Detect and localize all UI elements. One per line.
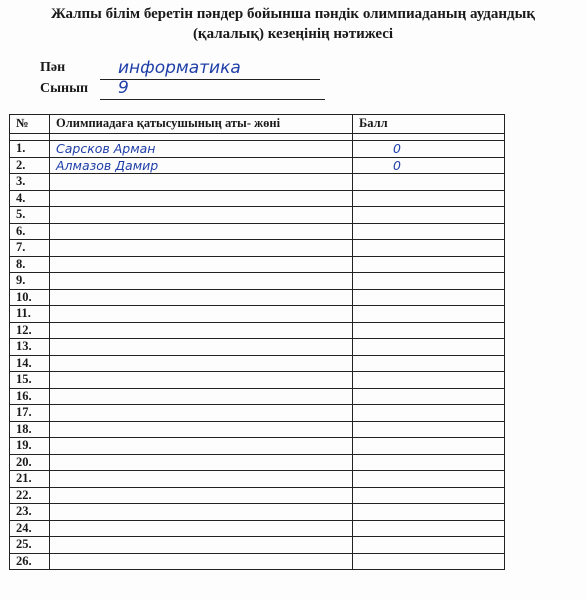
row-number: 25.	[10, 537, 50, 554]
row-number: 21.	[10, 471, 50, 488]
table-row	[10, 405, 505, 422]
subject-label: Пән	[40, 60, 66, 75]
subject-line	[100, 79, 320, 80]
row-number: 26.	[10, 553, 50, 570]
participant-name	[50, 306, 353, 323]
participant-name	[50, 537, 353, 554]
participant-score	[353, 339, 505, 356]
participant-name	[50, 273, 353, 290]
row-number: 23.	[10, 504, 50, 521]
participant-score	[353, 454, 505, 471]
table-row	[10, 372, 505, 389]
participant-name	[50, 388, 353, 405]
participant-score	[353, 487, 505, 504]
table-row	[10, 388, 505, 405]
participant-score	[353, 289, 505, 306]
results-table	[9, 114, 505, 570]
class-line	[100, 99, 325, 100]
table-header-row	[10, 115, 505, 134]
table-row	[10, 355, 505, 372]
table-spacer-row	[10, 134, 505, 141]
row-number: 2.	[10, 157, 50, 174]
table-row	[10, 240, 505, 257]
participant-score	[353, 174, 505, 191]
header-number: №	[10, 115, 50, 134]
participant-score	[353, 537, 505, 554]
row-number: 16.	[10, 388, 50, 405]
row-number: 3.	[10, 174, 50, 191]
row-number: 10.	[10, 289, 50, 306]
participant-name	[50, 240, 353, 257]
participant-name	[50, 487, 353, 504]
row-number: 8.	[10, 256, 50, 273]
participant-score	[353, 504, 505, 521]
participant-score	[353, 207, 505, 224]
row-number: 19.	[10, 438, 50, 455]
participant-score: 0	[353, 141, 505, 158]
table-row	[10, 256, 505, 273]
participant-name	[50, 553, 353, 570]
class-label: Сынып	[40, 81, 89, 96]
participant-score	[353, 223, 505, 240]
table-row	[10, 520, 505, 537]
table-row	[10, 306, 505, 323]
row-number: 18.	[10, 421, 50, 438]
participant-score	[353, 405, 505, 422]
participant-score	[353, 388, 505, 405]
row-number: 6.	[10, 223, 50, 240]
table-row	[10, 471, 505, 488]
participant-score	[353, 190, 505, 207]
class-value: 9	[118, 78, 129, 98]
participant-score	[353, 322, 505, 339]
row-number: 7.	[10, 240, 50, 257]
table-row	[10, 339, 505, 356]
participant-score: 0	[353, 157, 505, 174]
table-row	[10, 273, 505, 290]
header-name: Олимпиадаға қатысушының аты- жөні	[50, 115, 353, 134]
table-row	[10, 322, 505, 339]
participant-name	[50, 223, 353, 240]
participant-name	[50, 405, 353, 422]
row-number: 17.	[10, 405, 50, 422]
participant-score	[353, 273, 505, 290]
participant-name	[50, 355, 353, 372]
participant-name: Сарсков Арман	[50, 141, 353, 158]
row-number: 24.	[10, 520, 50, 537]
participant-score	[353, 421, 505, 438]
table-row	[10, 190, 505, 207]
row-number: 14.	[10, 355, 50, 372]
participant-name	[50, 256, 353, 273]
participant-name	[50, 339, 353, 356]
participant-score	[353, 306, 505, 323]
participant-name	[50, 174, 353, 191]
participant-score	[353, 471, 505, 488]
participant-name	[50, 438, 353, 455]
participant-score	[353, 240, 505, 257]
participant-name	[50, 322, 353, 339]
participant-name	[50, 289, 353, 306]
participant-name	[50, 207, 353, 224]
table-row	[10, 454, 505, 471]
participant-name	[50, 520, 353, 537]
participant-name	[50, 471, 353, 488]
participant-score	[353, 372, 505, 389]
row-number: 4.	[10, 190, 50, 207]
table-row	[10, 289, 505, 306]
participant-name	[50, 190, 353, 207]
header-score: Балл	[353, 115, 505, 134]
participant-score	[353, 438, 505, 455]
participant-score	[353, 520, 505, 537]
table-row	[10, 553, 505, 570]
table-row	[10, 174, 505, 191]
table-row	[10, 141, 505, 158]
table-row	[10, 223, 505, 240]
row-number: 1.	[10, 141, 50, 158]
row-number: 20.	[10, 454, 50, 471]
document-title	[0, 4, 586, 44]
table-row	[10, 487, 505, 504]
table-row	[10, 157, 505, 174]
participant-name: Алмазов Дамир	[50, 157, 353, 174]
participant-name	[50, 454, 353, 471]
participant-score	[353, 553, 505, 570]
row-number: 5.	[10, 207, 50, 224]
subject-value: информатика	[118, 58, 241, 78]
table-row	[10, 438, 505, 455]
row-number: 15.	[10, 372, 50, 389]
participant-score	[353, 256, 505, 273]
table-row	[10, 421, 505, 438]
row-number: 11.	[10, 306, 50, 323]
participant-name	[50, 421, 353, 438]
title-line-1: Жалпы білім беретін пәндер бойынша пәндік олимпиаданың аудандық	[51, 6, 535, 22]
table-row	[10, 537, 505, 554]
participant-name	[50, 372, 353, 389]
row-number: 13.	[10, 339, 50, 356]
participant-name	[50, 504, 353, 521]
row-number: 12.	[10, 322, 50, 339]
table-row	[10, 504, 505, 521]
participant-score	[353, 355, 505, 372]
table-row	[10, 207, 505, 224]
row-number: 22.	[10, 487, 50, 504]
title-line-2: (қалалық) кезеңінің нәтижесі	[192, 26, 394, 42]
row-number: 9.	[10, 273, 50, 290]
